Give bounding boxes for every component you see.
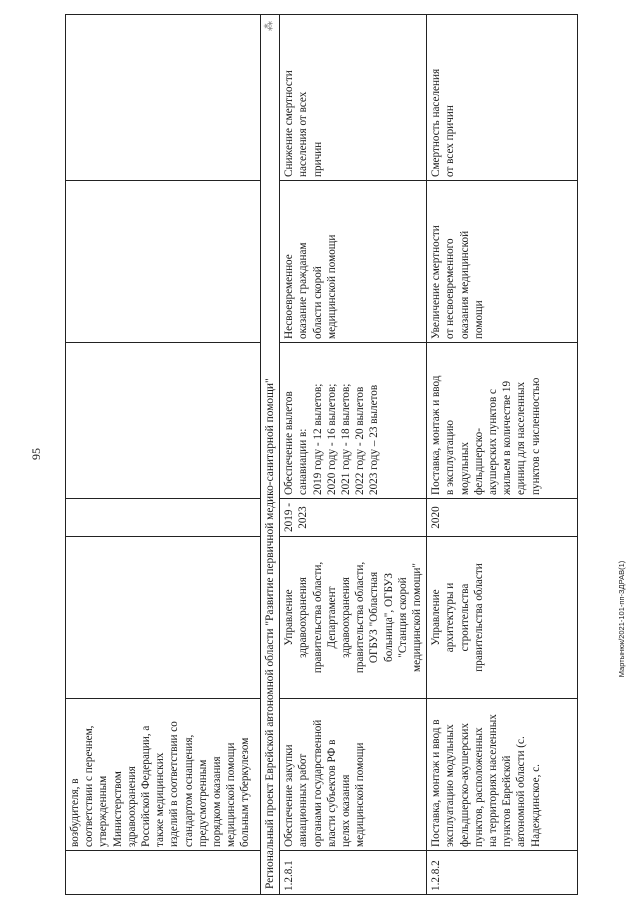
continued-row	[66, 15, 261, 895]
cell-period: 2020	[427, 499, 578, 537]
cell-measure: Обеспечение закупки авиационных работ органами государственной власти субъектов РФ в целях оказания медицинской помощи	[280, 699, 427, 851]
cell-consequence	[66, 181, 261, 343]
cell-num: 1.2.8.1	[280, 851, 427, 895]
cell-indicator: Снижение смертности населения от всех причин	[280, 15, 427, 181]
cell-period	[66, 499, 261, 537]
cell-result	[66, 343, 261, 499]
section-title-cell	[261, 15, 280, 895]
cell-indicator	[66, 15, 261, 181]
table-row	[280, 15, 427, 895]
cell-num	[66, 851, 261, 895]
section-mark: ⁂	[264, 20, 275, 31]
cell-result: Поставка, монтаж и ввод в эксплуатацию модульных фельдшерско- акушерских пунктов с жильем в количестве 19 единиц для населенных пунктов с численностью	[427, 343, 578, 499]
section-row	[261, 15, 280, 895]
cell-executor	[66, 537, 261, 699]
footer-reference: Мартынюк/2021-101-пп-ЗДРАВ(1)	[617, 560, 626, 678]
cell-measure: Поставка, монтаж и ввод в эксплуатацию модульных фельдшерско-акушерских пунктов, расположенных на территориях населенных пунктов Еврейской автономной области (с. Надеждинское, с.	[427, 699, 578, 851]
cell-period: 2019 - 2023	[280, 499, 427, 537]
cell-consequence: Несвоевременное оказание гражданам области скорой медицинской помощи	[280, 181, 427, 343]
cell-result: Обеспечение вылетов санавиации в: 2019 году - 12 вылетов; 2020 году - 16 вылетов; 2021 году - 18 вылетов; 2022 году - 20 вылетов 2023 году – 23 вылетов	[280, 343, 427, 499]
landscape-page	[65, 15, 610, 895]
page-number: 95	[29, 448, 43, 460]
cell-executor: Управление здравоохранения правительства области, Департамент здравоохранения правительства области, ОГБУЗ "Областная больница", ОГБУЗ "Станция скорой медицинской помощи"	[280, 537, 427, 699]
table-row	[427, 15, 578, 895]
cell-indicator: Смертность населения от всех причин	[427, 15, 578, 181]
measures-table	[65, 14, 578, 895]
cell-measure: возбудителя, в соответствии с перечнем, утвержденным Министерством здравоохранения Российской Федерации, а также медицинских изделий в соответствии со стандартом оснащения, предусмотренным порядком оказания медицинской помощи больным туберкулезом	[66, 699, 261, 851]
cell-consequence: Увеличение смертности от несвоевременного оказания медицинской помощи	[427, 181, 578, 343]
cell-num: 1.2.8.2	[427, 851, 578, 895]
section-title: Региональный проект Еврейской автономной области "Развитие первичной медико-санитарной помощи"	[264, 378, 276, 889]
cell-executor: Управление архитектуры и строительства правительства области	[427, 537, 578, 699]
